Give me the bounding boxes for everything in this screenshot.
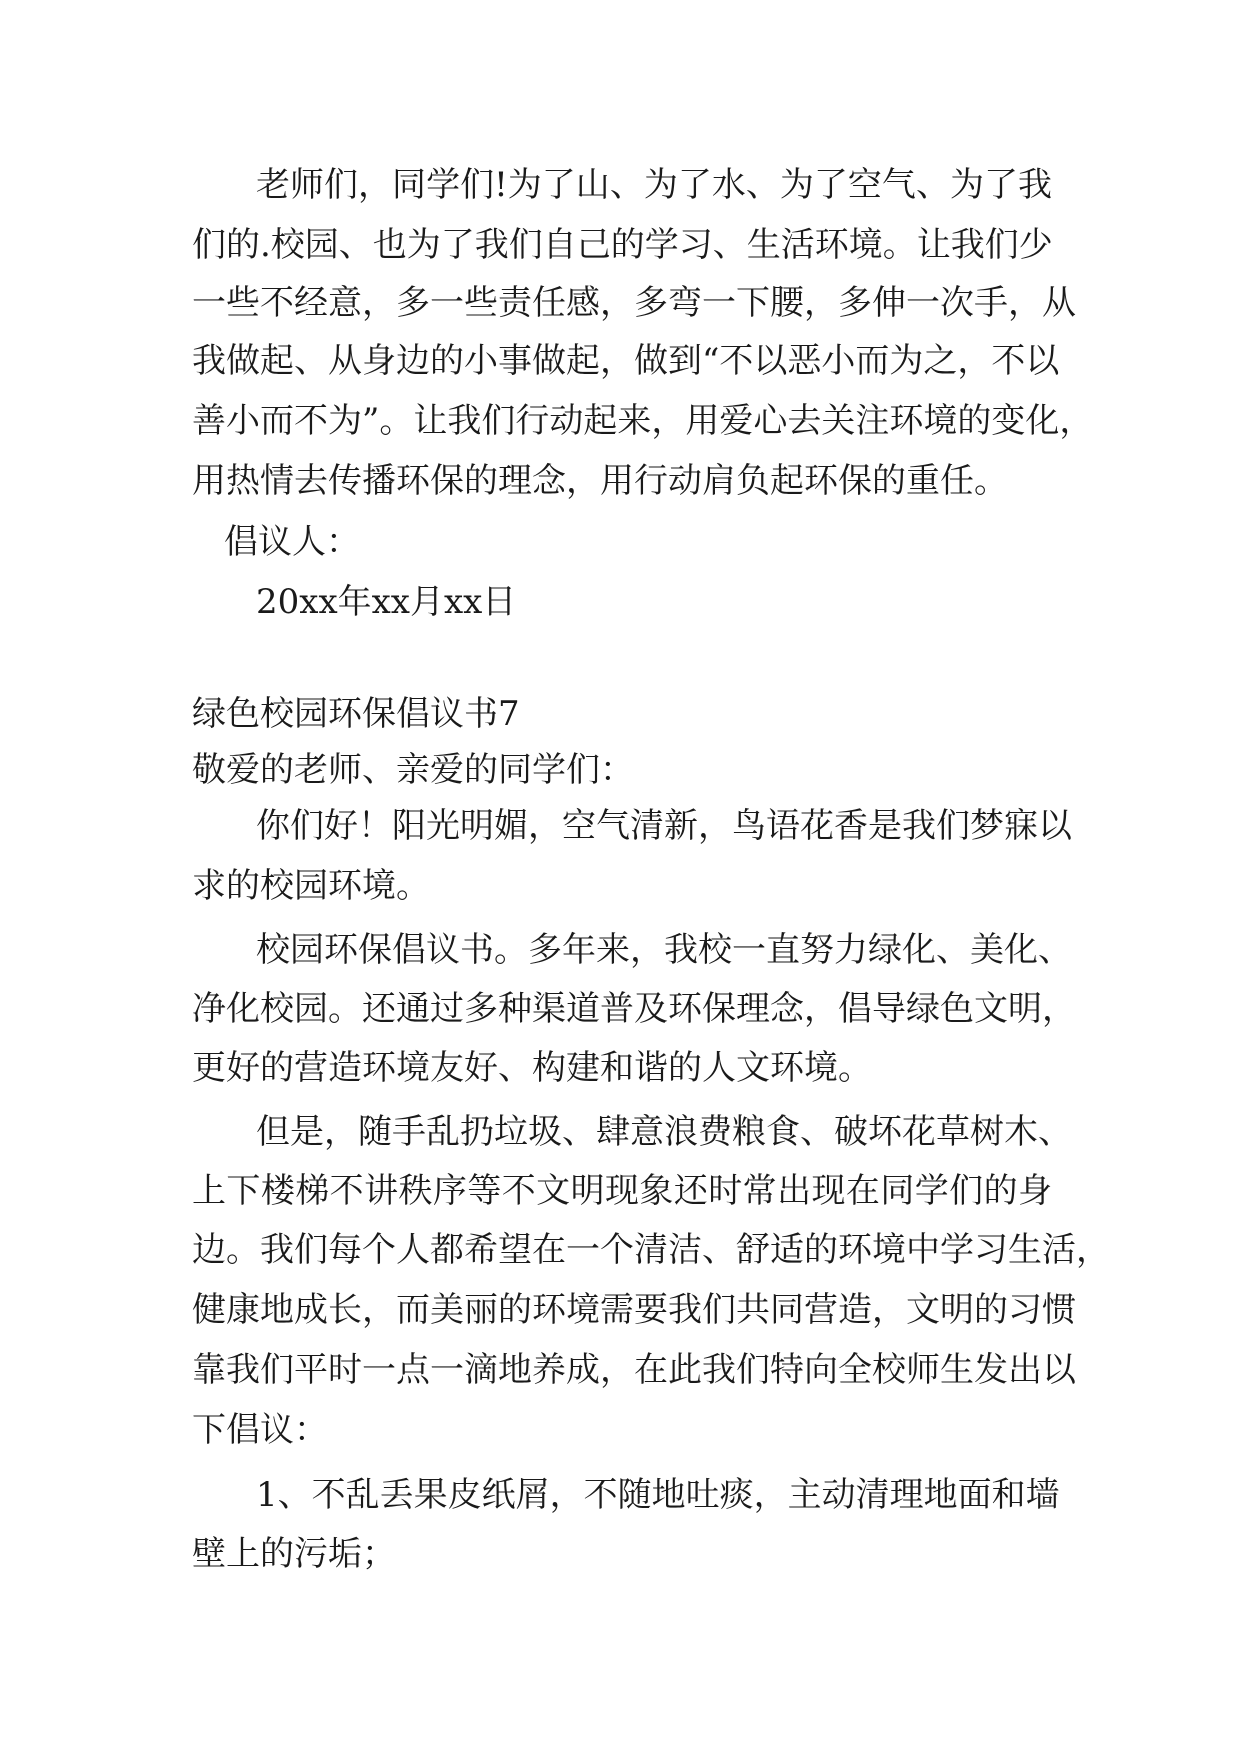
paragraph-line: 但是，随手乱扔垃圾、肆意浪费粮食、破坏花草树木、 bbox=[256, 1112, 1072, 1152]
paragraph-line: 边。我们每个人都希望在一个清洁、舒适的环境中学习生活， bbox=[192, 1230, 1110, 1270]
paragraph-line: 老师们，同学们!为了山、为了水、为了空气、为了我 bbox=[256, 165, 1052, 205]
paragraph-line: 更好的营造环境友好、构建和谐的人文环境。 bbox=[192, 1048, 872, 1088]
paragraph-line: 1、不乱丢果皮纸屑，不随地吐痰，主动清理地面和墙 bbox=[256, 1475, 1060, 1515]
section-title: 绿色校园环保倡议书7 bbox=[192, 694, 520, 734]
signature-date: 20xx年xx月xx日 bbox=[256, 582, 517, 622]
paragraph-line: 健康地成长，而美丽的环境需要我们共同营造，文明的习惯 bbox=[192, 1290, 1076, 1330]
paragraph-line: 们的.校园、也为了我们自己的学习、生活环境。让我们少 bbox=[192, 225, 1053, 265]
paragraph-line: 校园环保倡议书。多年来，我校一直努力绿化、美化、 bbox=[256, 930, 1072, 970]
paragraph-line: 善小而不为”。让我们行动起来，用爱心去关注环境的变化， bbox=[192, 401, 1094, 441]
paragraph-line: 求的校园环境。 bbox=[192, 866, 430, 906]
paragraph-line: 我做起、从身边的小事做起，做到“不以恶小而为之，不以 bbox=[192, 341, 1060, 381]
greeting: 敬爱的老师、亲爱的同学们： bbox=[192, 750, 634, 790]
paragraph-line: 下倡议： bbox=[192, 1410, 328, 1450]
signature-label: 倡议人： bbox=[224, 522, 360, 562]
paragraph-line: 你们好！阳光明媚，空气清新，鸟语花香是我们梦寐以 bbox=[256, 806, 1072, 846]
paragraph-line: 一些不经意，多一些责任感，多弯一下腰，多伸一次手，从 bbox=[192, 283, 1076, 323]
paragraph-line: 用热情去传播环保的理念，用行动肩负起环保的重任。 bbox=[192, 461, 1008, 501]
paragraph-line: 壁上的污垢； bbox=[192, 1534, 396, 1574]
paragraph-line: 净化校园。还通过多种渠道普及环保理念，倡导绿色文明， bbox=[192, 989, 1076, 1029]
paragraph-line: 靠我们平时一点一滴地养成，在此我们特向全校师生发出以 bbox=[192, 1350, 1076, 1390]
paragraph-line: 上下楼梯不讲秩序等不文明现象还时常出现在同学们的身 bbox=[192, 1171, 1052, 1211]
